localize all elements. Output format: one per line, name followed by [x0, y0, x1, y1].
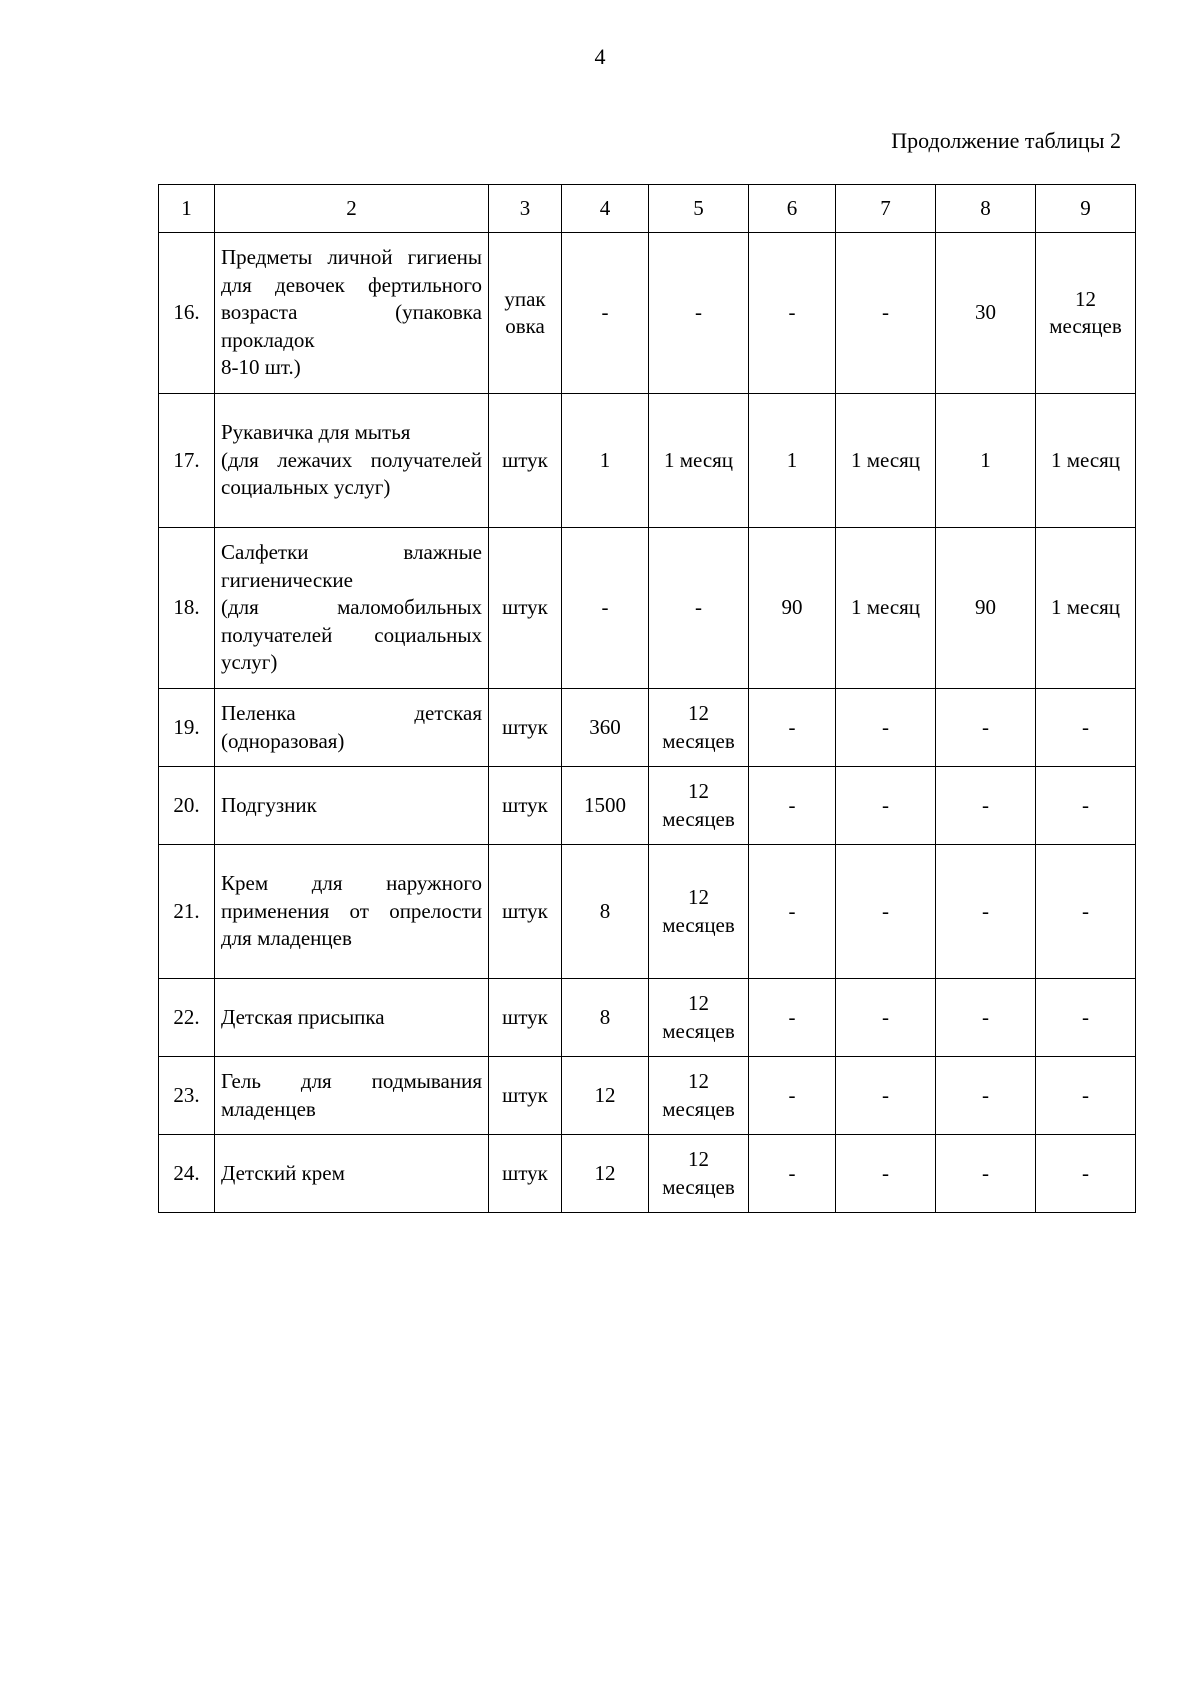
value-cell: 1 [749, 394, 836, 528]
column-header: 2 [215, 185, 489, 233]
value-cell: 1 [936, 394, 1036, 528]
value-cell: - [749, 979, 836, 1057]
value-cell: - [836, 233, 936, 394]
value-cell: - [836, 767, 936, 845]
row-number: 17. [159, 394, 215, 528]
item-name: Предметы личной гигиены для девочек фертильного возраста (упаковка прокладок 8-10 шт.) [215, 233, 489, 394]
value-cell: 1 месяц [649, 394, 749, 528]
page-number: 4 [594, 44, 606, 69]
unit-cell: штук [489, 689, 562, 767]
value-cell: 1 [562, 394, 649, 528]
value-cell: 1 месяц [836, 528, 936, 689]
value-cell: 12 месяцев [649, 1057, 749, 1135]
table-header-row [159, 185, 1136, 233]
value-cell: 1 месяц [836, 394, 936, 528]
value-cell: - [1036, 979, 1136, 1057]
value-cell: - [836, 979, 936, 1057]
value-cell: - [836, 1135, 936, 1213]
value-cell: - [749, 233, 836, 394]
unit-cell: штук [489, 1057, 562, 1135]
column-header: 3 [489, 185, 562, 233]
column-header: 4 [562, 185, 649, 233]
item-name: Крем для наружного применения от опрелости для младенцев [215, 845, 489, 979]
value-cell: - [1036, 1057, 1136, 1135]
value-cell: - [836, 1057, 936, 1135]
row-number: 18. [159, 528, 215, 689]
unit-cell: упак овка [489, 233, 562, 394]
value-cell: - [562, 528, 649, 689]
item-name: Салфетки влажные гигиенические (для маломобильных получателей социальных услуг) [215, 528, 489, 689]
table-row [159, 767, 1136, 845]
table-row [159, 979, 1136, 1057]
row-number: 19. [159, 689, 215, 767]
supplies-table [158, 184, 1136, 1213]
column-header: 1 [159, 185, 215, 233]
item-name: Гель для подмывания младенцев [215, 1057, 489, 1135]
value-cell: 12 месяцев [649, 1135, 749, 1213]
value-cell: 360 [562, 689, 649, 767]
column-header: 7 [836, 185, 936, 233]
value-cell: - [749, 689, 836, 767]
item-name: Рукавичка для мытья (для лежачих получателей социальных услуг) [215, 394, 489, 528]
value-cell: 8 [562, 979, 649, 1057]
value-cell: - [1036, 845, 1136, 979]
value-cell: - [936, 767, 1036, 845]
row-number: 21. [159, 845, 215, 979]
value-cell: - [936, 979, 1036, 1057]
row-number: 24. [159, 1135, 215, 1213]
value-cell: - [749, 1057, 836, 1135]
value-cell: - [836, 689, 936, 767]
value-cell: - [936, 1057, 1036, 1135]
value-cell: - [1036, 1135, 1136, 1213]
value-cell: 90 [749, 528, 836, 689]
item-name: Детская присыпка [215, 979, 489, 1057]
column-header: 5 [649, 185, 749, 233]
table-row [159, 1057, 1136, 1135]
value-cell: 1500 [562, 767, 649, 845]
item-name: Пеленка детская (одноразовая) [215, 689, 489, 767]
value-cell: 12 месяцев [649, 845, 749, 979]
table-row [159, 394, 1136, 528]
row-number: 20. [159, 767, 215, 845]
table-continuation-label: Продолжение таблицы 2 [891, 128, 1121, 153]
table-row [159, 233, 1136, 394]
unit-cell: штук [489, 845, 562, 979]
column-header: 9 [1036, 185, 1136, 233]
value-cell: - [749, 845, 836, 979]
value-cell: 90 [936, 528, 1036, 689]
value-cell: - [936, 689, 1036, 767]
unit-cell: штук [489, 979, 562, 1057]
value-cell: 12 месяцев [649, 979, 749, 1057]
value-cell: - [936, 845, 1036, 979]
value-cell: - [749, 1135, 836, 1213]
unit-cell: штук [489, 528, 562, 689]
value-cell: 12 месяцев [649, 689, 749, 767]
unit-cell: штук [489, 767, 562, 845]
value-cell: 8 [562, 845, 649, 979]
value-cell: - [836, 845, 936, 979]
value-cell: 12 [562, 1135, 649, 1213]
row-number: 22. [159, 979, 215, 1057]
column-header: 6 [749, 185, 836, 233]
column-header: 8 [936, 185, 1036, 233]
value-cell: 1 месяц [1036, 394, 1136, 528]
table-row [159, 689, 1136, 767]
value-cell: 30 [936, 233, 1036, 394]
value-cell: - [562, 233, 649, 394]
table-row [159, 845, 1136, 979]
value-cell: - [649, 528, 749, 689]
item-name: Детский крем [215, 1135, 489, 1213]
item-name: Подгузник [215, 767, 489, 845]
value-cell: - [1036, 689, 1136, 767]
table-row [159, 528, 1136, 689]
value-cell: 12 месяцев [1036, 233, 1136, 394]
table-row [159, 1135, 1136, 1213]
value-cell: - [649, 233, 749, 394]
value-cell: 12 месяцев [649, 767, 749, 845]
value-cell: - [749, 767, 836, 845]
unit-cell: штук [489, 1135, 562, 1213]
value-cell: 1 месяц [1036, 528, 1136, 689]
row-number: 23. [159, 1057, 215, 1135]
value-cell: 12 [562, 1057, 649, 1135]
value-cell: - [936, 1135, 1036, 1213]
unit-cell: штук [489, 394, 562, 528]
value-cell: - [1036, 767, 1136, 845]
row-number: 16. [159, 233, 215, 394]
